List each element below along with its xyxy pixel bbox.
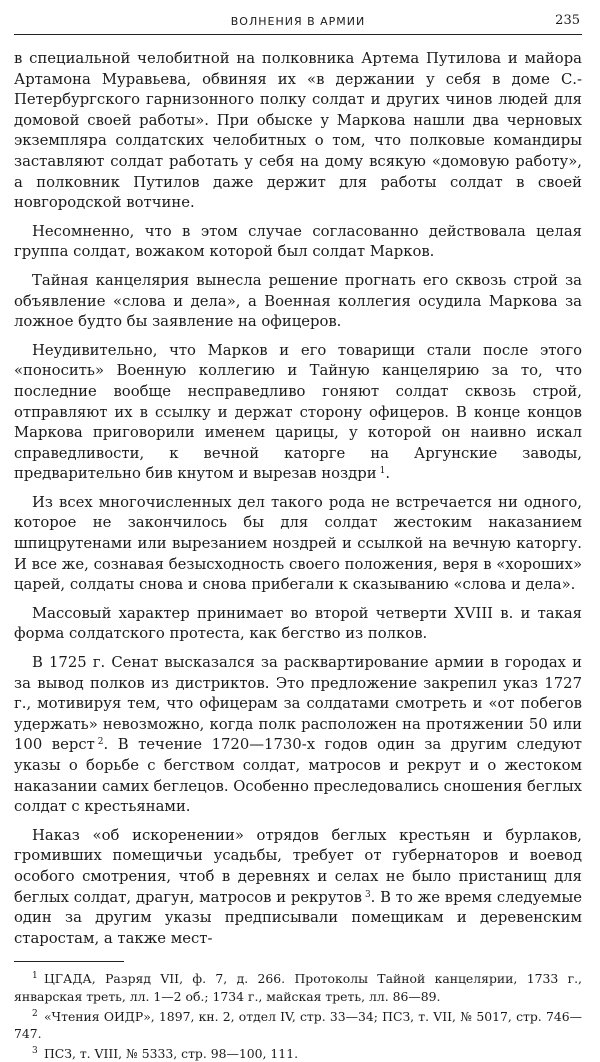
- footnote-separator: [14, 961, 124, 962]
- footnote: [14, 1045, 582, 1062]
- paragraph-text: В то же время следуемые один за другим указы предписывали помещикам и деревенским старостам, а также мест-: [14, 888, 582, 947]
- paragraph-text: В течение 1720—1730-х годов один за другим следуют указы о борьбе с бегством солдат, матросов и рекрут и о жестоком наказании самих беглецов. Особенно преследовались сношения беглых солдат с крестьянами.: [14, 736, 582, 816]
- footnote-ref: 3: [364, 889, 371, 900]
- footnote-marker: 1: [32, 971, 38, 982]
- footnotes: [14, 970, 582, 1062]
- paragraph: В 1725 г. Сенат высказался за расквартирование армии в городах и за вывод полков из дистриктов. Это предложение закрепил указ 1727 г., мотивируя тем, что офицерам за солдатами смотреть и «от побегов удержать» невозможно, когда полк расположен на протяжении 50 или 100 верст $^2$. В течение 1720—1730-х годов один за другим следуют указы о борьбе с бегством солдат, матросов и рекрут и о жестоком наказании самих беглецов. Особенно преследовались сношения беглых солдат с крестьянами.: [14, 654, 582, 816]
- footnote-ref: 1: [379, 466, 386, 477]
- body-text: [14, 49, 582, 949]
- paragraph: Наказ «об искоренении» отрядов беглых крестьян и бурлаков, громивших помещичьи усадьбы, требует от губернаторов и воевод особого смотрения, чтоб в деревнях и селах не было пристанищ для беглых солдат, драгун, матросов и рекрутов $^3$. В то же время следуемые один за другим указы предписывали помещикам и деревенским старостам, а также мест-: [14, 826, 582, 947]
- paragraph-text: Из всех многочисленных дел такого рода не встречается ни одного, которое не закончилось бы для солдат жестоким наказанием шпицрутенами или вырезанием ноздрей и ссылкой на вечную каторгу. И все же, сознавая безысходность своего положения, веря в «хороших» царей, солдаты снова и снова прибегали к сказыванию «слова и дела».: [14, 493, 582, 594]
- footnote-text: ПСЗ, т. VIII, № 5333, стр. 98—100, 111.: [43, 1046, 299, 1062]
- paragraph: Неудивительно, что Марков и его товарищи стали после этого «поносить» Военную коллегию и Тайную канцелярию за то, что последние вообще несправедливо гоняют солдат сквозь строй, отправляют их в ссылку и держат сторону офицеров. В конце концов Маркова приговорили именем царицы, у которой он наивно искал справедливости, к вечной каторге на Аргунские заводы, предварительно бив кнутом и вырезав ноздри $^1$.: [14, 341, 582, 483]
- footnote-marker: 3: [32, 1046, 38, 1057]
- footnote-text: ЦГАДА, Разряд VII, ф. 7, д. 266. Протоколы Тайной канцелярии, 1733 г., январская треть, лл. 1—2 об.; 1734 г., майская треть, лл. 86—89.: [14, 971, 582, 1004]
- paragraph: [14, 271, 582, 333]
- running-head: [14, 12, 582, 35]
- footnote-text: «Чтения ОИДР», 1897, кн. 2, отдел IV, стр. 33—34; ПСЗ, т. VII, № 5017, стр. 746—747.: [14, 1008, 582, 1041]
- footnote: [14, 970, 582, 1004]
- paragraph-text: Наказ «об искоренении» отрядов беглых крестьян и бурлаков, громивших помещичьи усадьбы, требует от губернаторов и воевод особого смотрения, чтоб в деревнях и селах не было пристанищ для беглых солдат, драгун, матросов и рекрутов: [14, 826, 582, 906]
- paragraph: [14, 604, 582, 645]
- paragraph-text: в специальной челобитной на полковника Артема Путилова и майора Артамона Муравьева, обвиняя их «в держании у себя в доме С.-Петербургского гарнизонного полку солдат и других чинов людей для домовой своей работы». При обыске у Маркова нашли два черновых экземпляра солдатских челобитных о том, что полковые командиры заставляют солдат работать у себя на дому всякую «домовую работу», а полковник Путилов даже держит для работы солдат в своей новгородской вотчине.: [14, 50, 582, 212]
- page-number: 235: [555, 13, 580, 28]
- paragraph: [14, 49, 582, 214]
- running-title: ВОЛНЕНИЯ В АРМИИ: [230, 15, 366, 28]
- paragraph-text: Тайная канцелярия вынесла решение прогнать его сквозь строй за объявление «слова и дела», а Военная коллегия осудила Маркова за ложное будто бы заявление на офицеров.: [14, 271, 582, 331]
- paragraph: [14, 222, 582, 263]
- footnote-marker: 2: [32, 1008, 38, 1019]
- paragraph-text: В 1725 г. Сенат высказался за расквартирование армии в городах и за вывод полков из дистриктов. Это предложение закрепил указ 1727 г., мотивируя тем, что офицерам за солдатами смотреть и «от побегов удержать» невозможно, когда полк расположен на протяжении 50 или 100 верст: [14, 654, 582, 754]
- paragraph: [14, 493, 582, 596]
- footnote-ref: 2: [97, 737, 104, 748]
- book-page: [14, 12, 582, 1062]
- footnote: [14, 1008, 582, 1042]
- paragraph-text: Несомненно, что в этом случае согласованно действовала целая группа солдат, вожаком которой был солдат Марков.: [14, 222, 582, 261]
- paragraph-text: Неудивительно, что Марков и его товарищи стали после этого «поносить» Военную коллегию и Тайную канцелярию за то, что последние вообще несправедливо гоняют солдат сквозь строй, отправляют их в ссылку и держат сторону офицеров. В конце концов Маркова приговорили именем царицы, у которой он наивно искал справедливости, к вечной каторге на Аргунские заводы, предварительно бив кнутом и вырезав ноздри: [14, 341, 582, 483]
- paragraph-text: Массовый характер принимает во второй четверти XVIII в. и такая форма солдатского протеста, как бегство из полков.: [14, 604, 582, 643]
